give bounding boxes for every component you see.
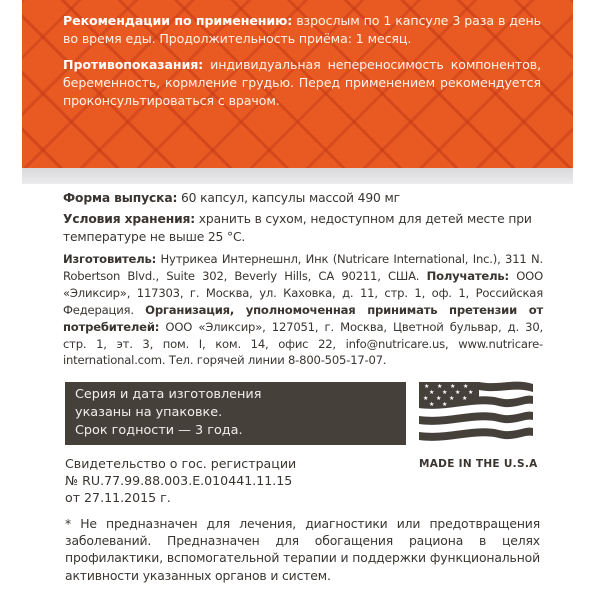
batch-line-1: Серия и дата изготовления — [75, 387, 262, 402]
svg-text:★: ★ — [423, 395, 429, 402]
svg-text:★: ★ — [450, 383, 456, 390]
contraindications-paragraph — [63, 56, 541, 110]
form-label: Форма выпуска: — [63, 191, 178, 205]
disclaimer-footnote: * Не предназначен для лечения, диагностики или предотвращения заболеваний. Предназначен для обогащения рациона в целях профилактики, вспомогательной терапии и поддержки функциональной активности указанных органов и систем. — [65, 516, 540, 583]
registration-line-1: Свидетельство о гос. регистрации — [65, 456, 297, 471]
svg-text:★: ★ — [436, 395, 442, 402]
claims-text: ООО «Эликсир», 127051, г. Москва, Цветной бульвар, д. 30, стр. 1, эт. 3, пом. I, ком. 14, офис 22, info@nutricare.us, www.nutricare-international.com. Тел. горячей линии 8-800-505-17-07. — [63, 319, 543, 368]
registration-line-2: № RU.77.99.88.003.Е.010441.11.15 — [65, 473, 293, 488]
usage-text — [63, 12, 541, 118]
svg-text:★: ★ — [455, 389, 461, 396]
registration-line-3: от 27.11.2015 г. — [65, 490, 171, 505]
contraindications-label: Противопоказания: — [63, 57, 204, 72]
batch-info-box — [65, 382, 406, 445]
contraindications-text: индивидуальная непереносимость компонентов, беременность, кормление грудью. Перед применением рекомендуется проконсультироваться с врачом. — [63, 57, 541, 108]
maker-text: Нутрикеа Интернешнл, Инк (Nutricare International, Inc.), 311 N. Robertson Blvd., Suite 302, Beverly Hills, CA 90211, США. — [63, 252, 543, 283]
claims-label: Организация, уполномоченная принимать претензии от потребителей: — [63, 302, 543, 334]
svg-text:★: ★ — [462, 395, 468, 402]
batch-line-3: Срок годности — 3 года. — [75, 423, 243, 438]
form-paragraph — [63, 189, 543, 207]
svg-text:★: ★ — [437, 383, 443, 390]
manufacturer-info — [63, 251, 543, 369]
svg-text:★: ★ — [429, 389, 435, 396]
product-info — [63, 189, 543, 249]
svg-text:★: ★ — [424, 383, 430, 390]
storage-paragraph — [63, 210, 543, 246]
recipient-label: Получатель: — [426, 268, 509, 283]
recommendations-label: Рекомендации по применению: — [63, 13, 293, 28]
svg-text:★: ★ — [468, 389, 474, 396]
svg-text:★: ★ — [442, 401, 448, 408]
panel-divider-band — [22, 168, 573, 184]
recipient-text: ООО «Эликсир», 117303, г. Москва, ул. Каховка, д. 11, стр. 1, оф. 1, Российская Федерация. — [63, 268, 543, 317]
svg-text:★: ★ — [463, 383, 469, 390]
made-in-usa-label: MADE IN THE U.S.A — [419, 458, 538, 470]
recommendations-paragraph — [63, 12, 541, 48]
registration-info — [65, 455, 365, 506]
maker-label: Изготовитель: — [63, 252, 157, 266]
us-flag-icon — [419, 380, 533, 448]
svg-text:★: ★ — [442, 389, 448, 396]
storage-label: Условия хранения: — [63, 212, 196, 226]
recommendations-text: взрослым по 1 капсуле 3 раза в день во время еды. Продолжительность приёма: 1 месяц. — [63, 13, 541, 46]
form-text: 60 капсул, капсулы массой 490 мг — [177, 191, 400, 205]
storage-text: хранить в сухом, недоступном для детей месте при температуре не выше 25 °С. — [63, 212, 532, 244]
svg-text:★: ★ — [449, 395, 455, 402]
svg-text:★: ★ — [429, 401, 435, 408]
batch-line-2: указаны на упаковке. — [75, 405, 223, 420]
